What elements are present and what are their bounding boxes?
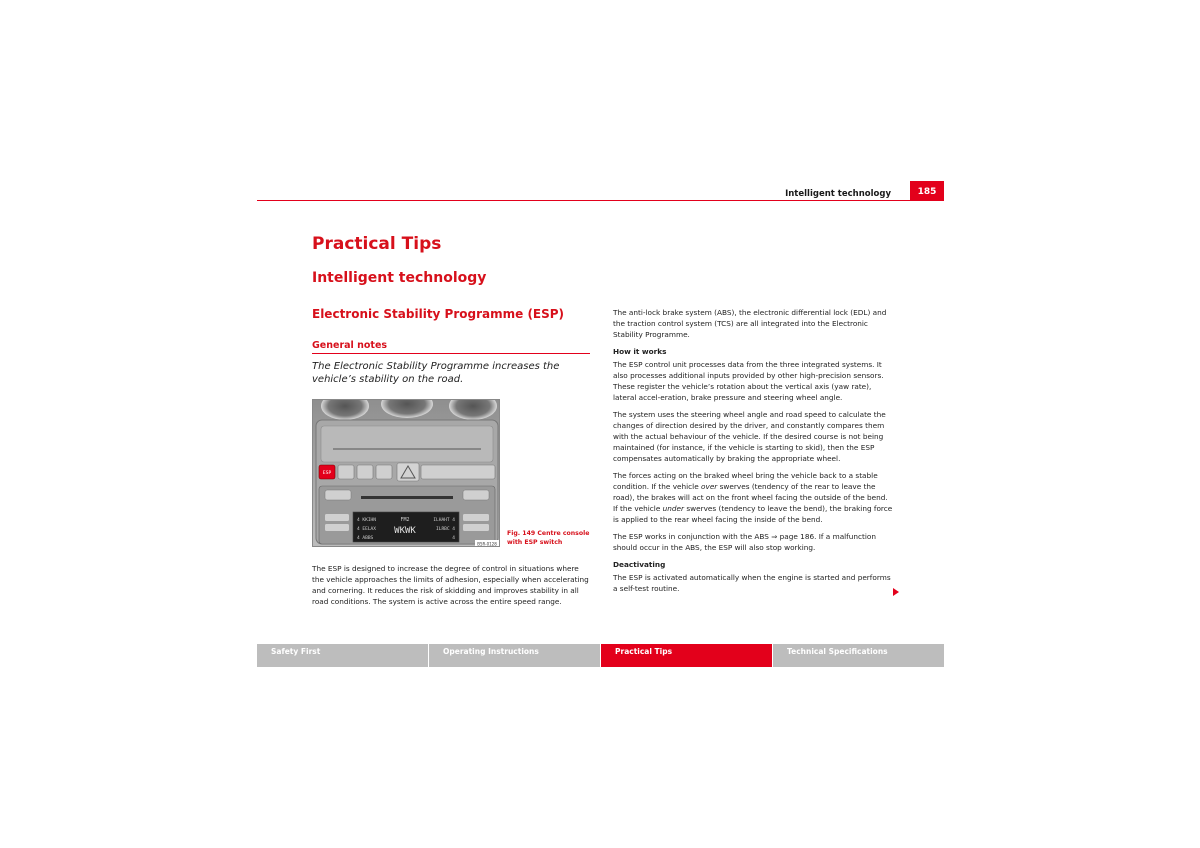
header-divider: [257, 200, 944, 201]
subsection-title: Electronic Stability Programme (ESP): [312, 307, 565, 321]
tab-practical-tips[interactable]: Practical Tips: [601, 644, 772, 667]
display-left-1: 4 KKIHN: [357, 518, 376, 523]
display-right-1: ILHAHT 4: [433, 518, 455, 523]
console-illustration: [313, 400, 500, 547]
display-right-3: 4: [452, 536, 455, 541]
tab-technical-specifications[interactable]: Technical Specifications: [773, 644, 944, 667]
figure-caption: Fig. 149 Centre console with ESP switch: [507, 530, 590, 546]
display-left-2: 4 EELAX: [357, 527, 376, 532]
topic-divider: [312, 353, 590, 354]
intro-text: The Electronic Stability Programme increases the vehicle’s stability on the road.: [312, 361, 560, 385]
display-right-2: ILRBC 4: [436, 527, 455, 532]
deactivating-heading: Deactivating: [613, 560, 666, 569]
paragraph-abs: The ESP works in conjunction with the ABS ⇒ page 186. If a malfunction should occur in the ABS, the ESP will also stop working.: [613, 532, 876, 552]
esp-switch-label: ESP: [322, 471, 332, 476]
paragraph-integration: The anti-lock brake system (ABS), the electronic differential lock (EDL) and the traction control system (TCS) are all integrated into the Electronic Stability Programme.: [613, 308, 887, 339]
figure-code: B5R-0128: [477, 541, 497, 547]
tab-safety-first[interactable]: Safety First: [257, 644, 428, 667]
topic-title: General notes: [312, 340, 388, 351]
paragraph-self-test: The ESP is activated automatically when the engine is started and performs a self-test routine.: [613, 573, 891, 593]
tab-operating-instructions[interactable]: Operating Instructions: [429, 644, 600, 667]
display-left-3: 4 ABBS: [357, 536, 374, 541]
display-band: FM2: [400, 517, 410, 523]
display-main: WKWK: [394, 526, 416, 536]
paragraph-forces: The forces acting on the braked wheel bring the vehicle back to a stable condition. If the vehicle over swerves (tendency of the rear to leave the road), the brakes will act on the front wheel facing the outside of the bend. If the vehicle under swerves (tendency to leave the bend), the braking force is applied to the rear wheel facing the inside of the bend.: [613, 471, 893, 524]
chapter-title: Practical Tips: [312, 234, 442, 254]
footer-navigation: [257, 644, 944, 667]
centre-console-figure: [312, 399, 500, 547]
running-header: Intelligent technology: [785, 189, 891, 199]
how-it-works-heading: How it works: [613, 347, 667, 356]
right-column: [613, 307, 893, 600]
page-number: 185: [910, 181, 944, 200]
paragraph-steering: The system uses the steering wheel angle and road speed to calculate the changes of direction desired by the driver, and constantly compares them with the actual behaviour of the vehicle. If the desired course is not being maintained (for instance, if the vehicle is starting to skid), then the ESP compensates automatically by braking the appropriate wheel.: [613, 410, 886, 463]
section-title: Intelligent technology: [312, 270, 487, 286]
paragraph-control-unit: The ESP control unit processes data from the three integrated systems. It also processes additional inputs provided by other high-precision sensors. These register the vehicle’s rotation about the vertical axis (yaw rate), lateral accel-eration, brake pressure and steering wheel angle.: [613, 360, 884, 402]
continue-arrow-icon: [893, 588, 899, 596]
left-body-text: The ESP is designed to increase the degree of control in situations where the vehicle approaches the limits of adhesion, especially when accelerating and cornering. It reduces the risk of skidding and improves stability in all road conditions. The system is active across the entire speed range.: [312, 564, 589, 606]
